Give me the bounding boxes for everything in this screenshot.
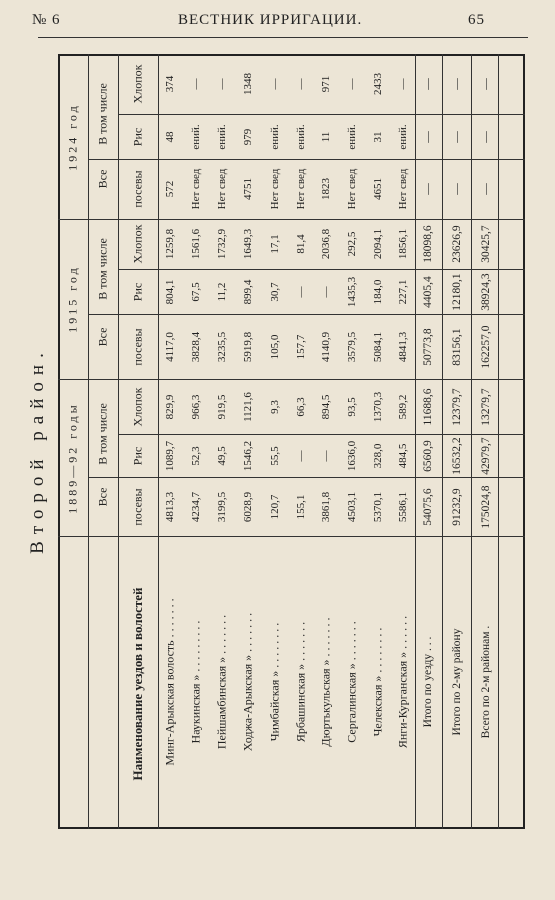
cotton-header: Хлопок <box>130 64 145 104</box>
total-cell: 13279,7 <box>480 387 492 426</box>
table-cell: ений. <box>269 123 281 150</box>
table-cell: Нет свед <box>346 168 358 210</box>
total-cell: 18098,6 <box>422 225 434 263</box>
table-cell: 4751 <box>242 178 254 200</box>
table-cell: 5586,1 <box>397 491 409 522</box>
table-cell: 5084,1 <box>372 331 384 362</box>
total-cell: 12379,7 <box>451 387 463 426</box>
table-cell: 966,3 <box>190 394 202 419</box>
table-cell: ений. <box>190 123 202 150</box>
table-cell: 1732,9 <box>216 228 228 260</box>
subcolumn-separator <box>88 159 525 160</box>
total-cell: — <box>451 183 463 195</box>
table-cell: Нет свед <box>397 168 409 210</box>
row-label: Ярбашинская » . . . . . . . <box>293 621 308 743</box>
header-separator <box>118 54 119 829</box>
subcolumn-separator <box>118 114 525 115</box>
total-cell: 175024,8 <box>480 484 492 529</box>
district-title: Второй район. <box>27 346 48 554</box>
row-label: Наукинская » . . . . . . . . . <box>188 620 203 744</box>
table-cell: 3579,5 <box>346 331 358 362</box>
table-cell: 55,5 <box>269 445 281 466</box>
total-cell: 6560,9 <box>422 439 434 472</box>
table-cell: 894,5 <box>320 394 332 419</box>
table-cell: — <box>346 78 358 90</box>
total-cell: — <box>480 130 492 143</box>
table-cell: 3861,8 <box>320 491 332 522</box>
table-cell: 1435,3 <box>346 276 358 307</box>
row-label: Сергалинская » . . . . . . . <box>344 621 359 743</box>
total-cell: 91232,9 <box>451 487 463 526</box>
table-cell: 30,7 <box>269 281 281 302</box>
table-cell: 1546,2 <box>242 440 254 471</box>
table-cell: 4651 <box>372 178 384 200</box>
table-cell: 2433 <box>372 73 384 95</box>
table-cell: 2094,1 <box>372 228 384 260</box>
period-header: 1915 год <box>65 265 80 333</box>
group-separator <box>58 379 525 380</box>
rice-header: Рис <box>130 282 145 301</box>
page-number: 65 <box>468 12 485 28</box>
all-header-2: посевы <box>130 170 145 208</box>
total-cell: — <box>451 130 463 143</box>
total-row-label: Всего по 2-м районам . <box>480 625 492 739</box>
row-label: Минг-Арыкская волость . . . . . . . <box>162 598 177 766</box>
table-cell: 572 <box>164 180 176 198</box>
table-cell: — <box>320 450 332 461</box>
total-cell: — <box>480 183 492 195</box>
name-column-header: Наименование уездов и волостей <box>130 587 145 781</box>
page-header <box>0 12 555 34</box>
table-cell: 227,1 <box>397 279 409 304</box>
crop-table <box>58 54 525 829</box>
subcolumn-separator <box>88 477 525 478</box>
subcolumn-separator <box>88 314 525 315</box>
row-label: Дюртькульская » . . . . . . . <box>318 617 333 747</box>
all-header-2: посевы <box>130 327 145 366</box>
journal-title: ВЕСТНИК ИРРИГАЦИИ. <box>178 12 363 28</box>
table-cell: ений. <box>216 123 228 150</box>
total-cell: 42979,7 <box>480 436 492 475</box>
table-cell: 899,4 <box>242 279 254 304</box>
table-cell: 1089,7 <box>164 440 176 471</box>
table-cell: 328,0 <box>372 443 384 468</box>
table-cell: 4503,1 <box>346 491 358 522</box>
table-cell: 120,7 <box>269 494 281 519</box>
table-cell: 4234,7 <box>190 491 202 522</box>
table-cell: 971 <box>320 75 332 93</box>
incl-header: В том числе <box>95 238 110 300</box>
table-cell: 1348 <box>242 73 254 95</box>
table-cell: — <box>216 78 228 90</box>
all-header: Все <box>95 327 110 346</box>
table-cell: 105,0 <box>269 334 281 359</box>
table-cell: — <box>295 450 307 461</box>
table-cell: 184,0 <box>372 279 384 304</box>
rice-header: Рис <box>130 446 145 465</box>
total-cell: — <box>451 78 463 90</box>
table-cell: Нет свед <box>190 168 202 210</box>
table-cell: — <box>295 286 307 297</box>
table-cell: 9,3 <box>269 399 281 414</box>
table-cell: ений. <box>295 123 307 150</box>
table-cell: 52,3 <box>190 445 202 466</box>
table-cell: 155,1 <box>295 494 307 519</box>
table-cell: 11 <box>320 131 332 142</box>
subcolumn-separator <box>118 434 525 435</box>
cotton-header: Хлопок <box>130 387 145 426</box>
rice-header: Рис <box>130 127 145 146</box>
total-cell: — <box>422 183 434 195</box>
total-cell: 4405,4 <box>422 275 434 308</box>
table-cell: 11,2 <box>216 282 228 301</box>
total-row-label: Итого по уезду . . . <box>422 636 434 728</box>
all-header: Все <box>95 487 110 506</box>
header-separator <box>88 54 89 829</box>
table-cell: 804,1 <box>164 279 176 304</box>
table-cell: — <box>295 78 307 90</box>
table-cell: 1259,8 <box>164 228 176 260</box>
table-cell: 17,1 <box>269 234 281 254</box>
table-cell: 48 <box>164 131 176 142</box>
table-cell: 374 <box>164 75 176 93</box>
total-row-separator <box>442 54 443 829</box>
total-cell: 12180,1 <box>451 272 463 311</box>
total-cell: 30425,7 <box>480 225 492 263</box>
table-cell: — <box>269 78 281 90</box>
issue-number: № 6 <box>32 12 61 28</box>
table-cell: — <box>397 78 409 90</box>
table-cell: 31 <box>372 131 384 142</box>
row-label: Ходжа-Арыкская » . . . . . . . <box>240 612 255 752</box>
total-cell: 38924,3 <box>480 272 492 311</box>
table-cell: Нет свед <box>269 168 281 210</box>
table-cell: — <box>320 286 332 297</box>
table-cell: 3199,5 <box>216 491 228 522</box>
table-cell: 3235,5 <box>216 331 228 362</box>
table-cell: 4117,0 <box>164 331 176 362</box>
table-cell: 81,4 <box>295 234 307 254</box>
table-cell: 4140,9 <box>320 331 332 362</box>
table-cell: ений. <box>346 123 358 150</box>
table-cell: 292,5 <box>346 231 358 257</box>
row-label: Чимбайская » . . . . . . . . <box>267 622 282 742</box>
total-cell: 23626,9 <box>451 225 463 263</box>
table-cell: 484,5 <box>397 443 409 468</box>
total-cell: 16532,2 <box>451 436 463 475</box>
total-row-separator <box>415 54 416 829</box>
table-cell: 1370,3 <box>372 391 384 422</box>
total-cell: 11688,6 <box>422 388 434 425</box>
total-cell: 162257,0 <box>480 324 492 369</box>
table-cell: 5370,1 <box>372 491 384 522</box>
table-cell: 66,3 <box>295 396 307 417</box>
total-row-separator <box>471 54 472 829</box>
total-cell: 83156,1 <box>451 327 463 366</box>
total-cell: — <box>422 78 434 90</box>
incl-header: В том числе <box>95 83 110 145</box>
table-cell: 2036,8 <box>320 228 332 260</box>
total-cell: — <box>480 78 492 90</box>
table-cell: 4813,3 <box>164 491 176 522</box>
table-cell: — <box>190 78 202 90</box>
table-cell: 49,5 <box>216 445 228 466</box>
table-cell: 1561,6 <box>190 228 202 260</box>
total-row-label: Итого по 2-му району <box>451 628 463 736</box>
header-rule <box>38 37 528 38</box>
row-label: Янги-Курганская » . . . . . . <box>395 615 410 749</box>
table-cell: 979 <box>242 128 254 145</box>
row-label: Челекская » . . . . . . . . <box>370 627 385 737</box>
table-cell: 157,7 <box>295 334 307 359</box>
period-header: 1924 год <box>65 102 80 171</box>
table-cell: 1649,3 <box>242 228 254 260</box>
cotton-header: Хлопок <box>130 224 145 264</box>
table-cell: 3828,4 <box>190 331 202 362</box>
group-separator <box>58 219 525 220</box>
total-row-separator <box>498 54 499 829</box>
table-cell: Нет свед <box>216 168 228 210</box>
table-cell: 1856,1 <box>397 228 409 260</box>
table-cell: 589,2 <box>397 394 409 419</box>
all-header-2: посевы <box>130 487 145 526</box>
table-cell: ений. <box>397 123 409 150</box>
table-cell: 93,5 <box>346 396 358 417</box>
table-cell: 1823 <box>320 178 332 200</box>
name-column-separator <box>58 536 525 537</box>
subcolumn-separator <box>118 269 525 270</box>
table-cell: 5919,8 <box>242 331 254 362</box>
all-header: Все <box>95 169 110 189</box>
period-header: 1889—92 годы <box>65 401 80 514</box>
total-cell: 50773,8 <box>422 327 434 366</box>
table-cell: 1121,6 <box>242 391 254 422</box>
table-cell: 67,5 <box>190 281 202 302</box>
total-cell: 54075,6 <box>422 487 434 526</box>
table-cell: 1636,0 <box>346 440 358 471</box>
row-label: Пейшамбинская » . . . . . . . <box>214 614 229 750</box>
table-cell: 4841,3 <box>397 331 409 362</box>
incl-header: В том числе <box>95 403 110 465</box>
table-cell: Нет свед <box>295 168 307 210</box>
table-cell: 6028,9 <box>242 491 254 522</box>
header-separator <box>158 54 159 829</box>
total-cell: — <box>422 130 434 143</box>
table-cell: 829,9 <box>164 394 176 419</box>
table-cell: 919,5 <box>216 394 228 419</box>
